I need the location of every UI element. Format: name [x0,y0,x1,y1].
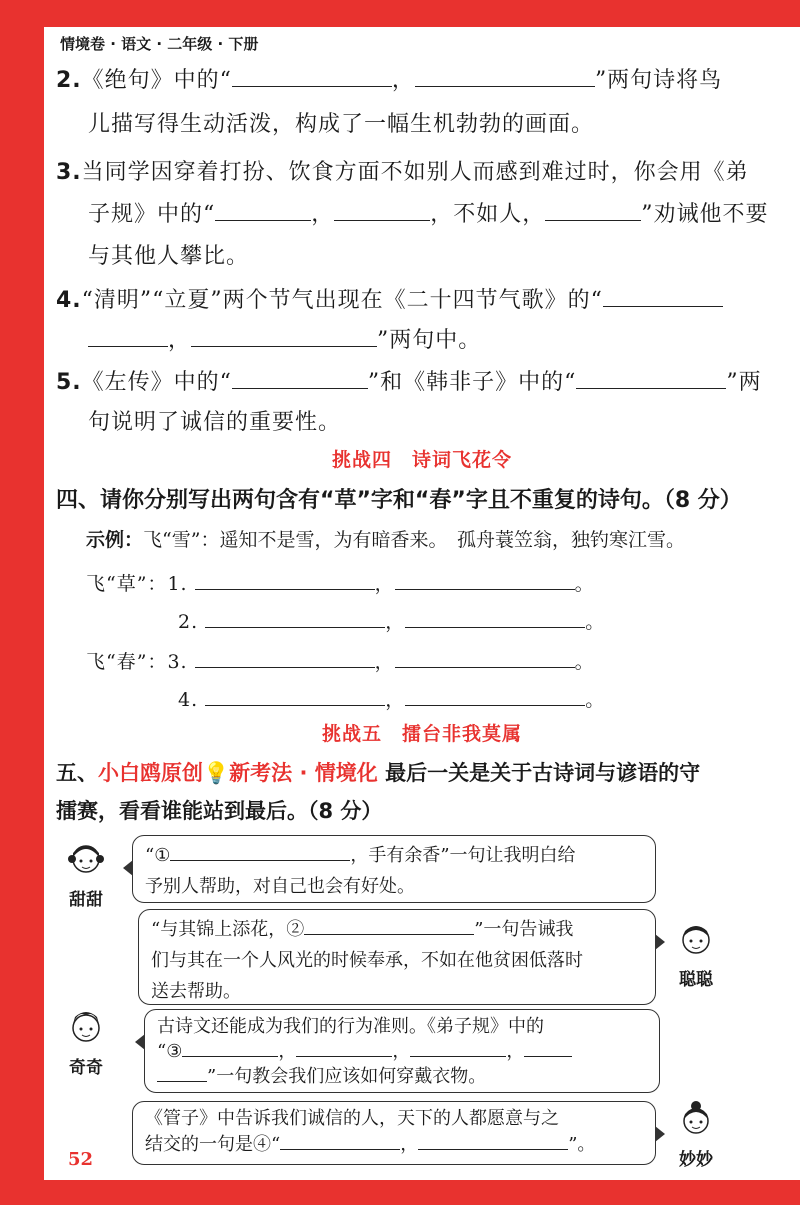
blank-chun-2a[interactable] [205,683,385,706]
blank-chun-1b[interactable] [395,645,575,668]
page-number: 52 [62,1149,99,1170]
cao-row-2: 2. ， 。 [178,605,605,634]
question-5-line2: 句说明了诚信的重要性。 [88,410,342,435]
blank-b1[interactable] [170,842,350,861]
question-3-line1: 3.当同学因穿着打扮、饮食方面不如别人而感到难过时，你会用《弟 [56,160,749,185]
example-line: 示例：飞“雪”：遥知不是雪，为有暗香来。 孤舟蓑笠翁，独钓寒江雪。 [86,529,685,551]
blank-b3a[interactable] [182,1040,278,1057]
blank-5a[interactable] [232,366,368,389]
blank-b3b[interactable] [296,1040,392,1057]
blank-cao-1b[interactable] [395,567,575,590]
question-five-head-line2: 擂赛，看看谁能站到最后。（8 分） [56,799,383,823]
girl-avatar-icon [66,839,106,881]
blank-cao-2b[interactable] [405,605,585,628]
blank-b3d[interactable] [524,1040,572,1057]
speech-bubble-congcong: “与其锦上添花，② ”一句告诫我 们与其在一个人风光的时候奉承，不如在他贫困低落时 送去帮助。 [138,909,656,1005]
blank-4b[interactable] [88,324,168,347]
question-3-line2: 子规》中的“ ， ，不如人， ”劝诫他不要 [88,197,769,228]
chun-row-1: 飞“春”：3. ， 。 [86,645,595,674]
speech-bubble-qiqi: 古诗文还能成为我们的行为准则。《弟子规》中的 “③ ， ， ， ”一句教会我们应该如何穿戴衣物。 [144,1009,660,1093]
blank-4c[interactable] [191,324,377,347]
blank-3b[interactable] [334,198,430,221]
character-qiqi: 奇奇 [56,1007,116,1078]
speech-bubble-miaomiao: 《管子》中告诉我们诚信的人，天下的人都愿意与之 结交的一句是④“ ， ”。 [132,1101,656,1165]
question-2-line2: 儿描写得生动活泼，构成了一幅生机勃勃的画面。 [88,112,595,137]
question-four-head: 四、请你分别写出两句含有“草”字和“春”字且不重复的诗句。（8 分） [56,488,742,513]
blank-3a[interactable] [215,198,311,221]
character-miaomiao: 妙妙 [666,1099,726,1170]
boy-avatar-icon [676,919,716,961]
blank-3c[interactable] [545,198,641,221]
blank-chun-2b[interactable] [405,683,585,706]
character-congcong: 聪聪 [666,919,726,990]
blank-cao-1a[interactable] [195,567,375,590]
blank-chun-1a[interactable] [195,645,375,668]
character-tiantian: 甜甜 [56,839,116,910]
blank-b3c[interactable] [410,1040,506,1057]
blank-cao-2a[interactable] [205,605,385,628]
header-title: 情境卷 · 语文 · 二年级 · 下册 [60,35,259,53]
boy-avatar-icon [66,1007,106,1049]
section-4-title: 挑战四 诗词飞花令 [331,449,512,471]
girl-avatar-icon [676,1099,716,1141]
brand-label: 小白鸥原创 [98,761,203,785]
question-4-line2: ， ”两句中。 [88,323,481,354]
chun-row-2: 4. ， 。 [178,683,605,712]
question-3-line3: 与其他人攀比。 [88,244,250,269]
blank-2a[interactable] [232,64,392,87]
blank-b3e[interactable] [157,1065,207,1082]
worksheet-page [44,27,800,1180]
question-2-line1: 2.《绝句》中的“ ， ”两句诗将鸟 [56,63,722,94]
speech-bubble-tiantian: “① ，手有余香”一句让我明白给 予别人帮助，对自己也会有好处。 [132,835,656,903]
lightbulb-icon: 💡 [203,761,230,785]
blank-b2[interactable] [304,916,474,935]
blank-4a[interactable] [603,284,723,307]
cao-row-1: 飞“草”：1. ， 。 [86,567,595,596]
section-5-title: 挑战五 擂台非我莫属 [321,723,522,745]
question-5-line1: 5.《左传》中的“ ”和《韩非子》中的“ ”两 [56,365,762,396]
tag-label: 新考法 · 情境化 [229,761,378,785]
blank-5b[interactable] [576,366,726,389]
blank-b4b[interactable] [418,1133,568,1150]
blank-b4a[interactable] [280,1133,400,1150]
question-4-line1: 4.“清明”“立夏”两个节气出现在《二十四节气歌》的“ [56,283,723,314]
blank-2b[interactable] [415,64,595,87]
question-five-head: 五、小白鸥原创💡新考法 · 情境化 最后一关是关于古诗词与谚语的守 [56,761,701,785]
